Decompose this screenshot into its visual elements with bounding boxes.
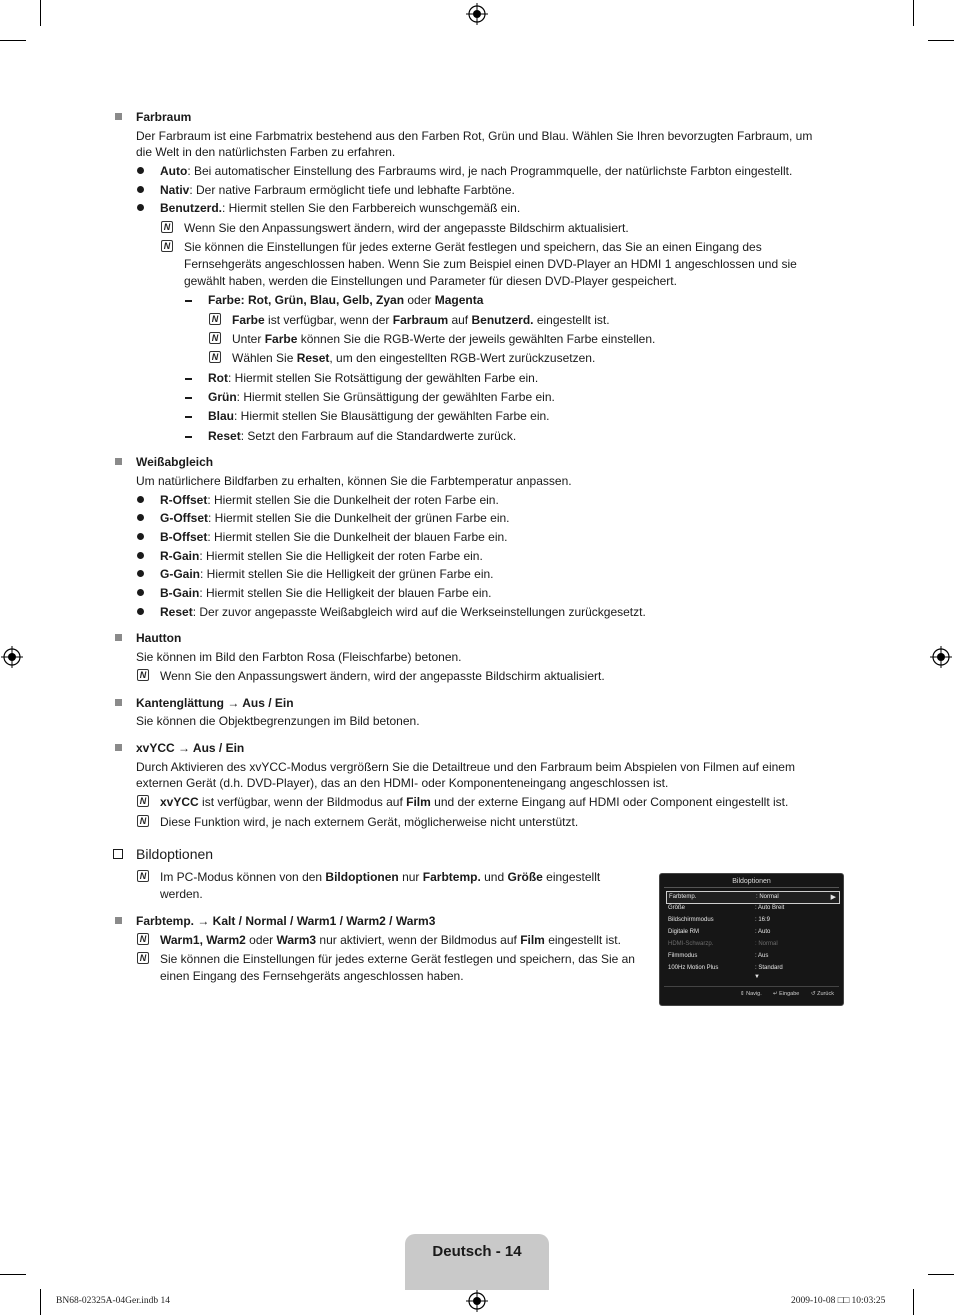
osd-row-key: 100Hz Motion Plus bbox=[668, 965, 719, 971]
osd-row-value: : Auto Breit bbox=[755, 905, 785, 911]
print-file-name: BN68-02325A-04Ger.indb 14 bbox=[56, 1296, 170, 1306]
osd-nav-label: Navig. bbox=[746, 991, 762, 997]
note-icon: N bbox=[161, 221, 173, 233]
reset-item: Reset: Setzt den Farbraum auf die Standardwerte zurück. bbox=[208, 429, 517, 443]
weissabgleich-item: G-Gain: Hiermit stellen Sie die Helligkeit der grünen Farbe ein. bbox=[160, 567, 494, 581]
registration-mark-icon bbox=[466, 1290, 488, 1312]
dash-icon bbox=[185, 378, 192, 380]
weissabgleich-item: G-Offset: Hiermit stellen Sie die Dunkelheit der grünen Farbe ein. bbox=[160, 511, 510, 525]
osd-menu-panel bbox=[659, 873, 844, 1006]
osd-row-key: Farbtemp. bbox=[669, 894, 697, 900]
section-square-icon bbox=[115, 699, 122, 706]
dash-icon bbox=[185, 416, 192, 418]
farbtemp-note: Sie können die Einstellungen für jedes externe Gerät festlegen und speichern, das Sie an bbox=[160, 952, 635, 966]
farbraum-note: Sie können die Einstellungen für jedes externe Gerät festlegen und speichern, das Sie an einen Eingang des bbox=[184, 240, 762, 254]
section-square-icon bbox=[115, 458, 122, 465]
hautton-text: Sie können im Bild den Farbton Rosa (Fleischfarbe) betonen. bbox=[136, 650, 462, 664]
note-icon: N bbox=[209, 332, 221, 344]
note-icon: N bbox=[209, 351, 221, 363]
farbraum-auto: Auto: Bei automatischer Einstellung des Farbraums wird, je nach Programmquelle, der natürlichste Farbton eingestellt. bbox=[160, 164, 793, 178]
crop-mark bbox=[40, 1289, 41, 1315]
farbraum-intro: die Welt in den natürlichsten Farben zu erfahren. bbox=[136, 145, 396, 159]
farbraum-benutzerd: Benutzerd.: Hiermit stellen Sie den Farbbereich wunschgemäß ein. bbox=[160, 201, 521, 215]
crop-mark bbox=[0, 40, 26, 41]
dash-icon bbox=[185, 300, 192, 302]
bullet-icon bbox=[137, 589, 144, 596]
osd-row-key: Filmmodus bbox=[668, 953, 698, 959]
hautton-note: Wenn Sie den Anpassungswert ändern, wird der angepasste Bildschirm aktualisiert. bbox=[160, 669, 605, 683]
osd-row-key: Größe bbox=[668, 905, 686, 911]
registration-mark-icon bbox=[466, 3, 488, 25]
osd-row-hdmi-schwarzp bbox=[666, 939, 838, 950]
osd-row-value: : 16:9 bbox=[755, 917, 771, 923]
up-down-icon: ⇕ bbox=[740, 991, 745, 997]
osd-row-value: : Aus bbox=[755, 953, 769, 959]
osd-row-key: Bildschirmmodus bbox=[668, 917, 714, 923]
section-square-icon bbox=[115, 113, 122, 120]
farbraum-note: gewählt haben, werden die Einstellungen und Parameter für diesen DVD-Player gespeichert. bbox=[184, 274, 677, 288]
bildoptionen-note: Im PC-Modus können von den Bildoptionen nur Farbtemp. und Größe eingestellt bbox=[160, 870, 601, 884]
bullet-icon bbox=[137, 496, 144, 503]
osd-row-value: : Normal bbox=[755, 941, 778, 947]
crop-mark bbox=[913, 0, 914, 26]
checkbox-square-icon bbox=[113, 849, 123, 859]
note-icon: N bbox=[137, 815, 149, 827]
section-square-icon bbox=[115, 634, 122, 641]
farbe-note: Unter Farbe können Sie die RGB-Werte der jeweils gewählten Farbe einstellen. bbox=[232, 332, 656, 346]
section-square-icon bbox=[115, 744, 122, 751]
page-number-label: Deutsch - 14 bbox=[432, 1243, 522, 1260]
xvycc-note: xvYCC ist verfügbar, wenn der Bildmodus auf Film und der externe Eingang auf HDMI oder Component eingestellt ist. bbox=[160, 795, 789, 809]
gruen-item: Grün: Hiermit stellen Sie Grünsättigung der gewählten Farbe ein. bbox=[208, 390, 555, 404]
weissabgleich-item: B-Offset: Hiermit stellen Sie die Dunkelheit der blauen Farbe ein. bbox=[160, 530, 508, 544]
weissabgleich-item: Reset: Der zuvor angepasste Weißabgleich wird auf die Werkseinstellungen zurückgesetzt. bbox=[160, 605, 646, 619]
farbraum-note: Wenn Sie den Anpassungswert ändern, wird der angepasste Bildschirm aktualisiert. bbox=[184, 221, 629, 235]
kanten-text: Sie können die Objektbegrenzungen im Bild betonen. bbox=[136, 714, 420, 728]
bullet-icon bbox=[137, 514, 144, 521]
osd-row-digitale-rm[interactable] bbox=[666, 927, 838, 938]
note-icon: N bbox=[137, 795, 149, 807]
osd-nav-hint bbox=[740, 990, 762, 998]
osd-enter-hint bbox=[773, 990, 799, 998]
xvycc-note: Diese Funktion wird, je nach externem Gerät, möglicherweise nicht unterstützt. bbox=[160, 815, 579, 829]
farbraum-intro: Der Farbraum ist eine Farbmatrix bestehend aus den Farben Rot, Grün und Blau. Wählen Sie Ihren bevorzugten Farbraum, um bbox=[136, 129, 813, 143]
return-icon: ↺ bbox=[811, 991, 816, 997]
kanten-heading: Kantenglättung → Aus / Ein bbox=[136, 696, 294, 710]
farbtemp-note: Warm1, Warm2 oder Warm3 nur aktiviert, wenn der Bildmodus auf Film eingestellt ist. bbox=[160, 933, 621, 947]
osd-row-value: : Auto bbox=[755, 929, 771, 935]
osd-row-groesse[interactable] bbox=[666, 903, 838, 914]
note-icon: N bbox=[137, 870, 149, 882]
osd-divider bbox=[664, 986, 839, 987]
farbtemp-note: einen Eingang des Fernsehgeräts angeschlossen haben. bbox=[160, 969, 464, 983]
xvycc-text: externen Gerät (d.h. DVD-Player), das an den HDMI- oder Komponenteneingang angeschlossen ist. bbox=[136, 776, 669, 790]
xvycc-text: Durch Aktivieren des xvYCC-Modus vergrößern Sie die Detailtreue und den Farbraum beim Abspielen von Filmen auf einem bbox=[136, 760, 795, 774]
enter-icon: ↵ bbox=[773, 991, 778, 997]
section-square-icon bbox=[115, 917, 122, 924]
arrow-right-icon: ▶ bbox=[830, 894, 836, 901]
osd-row-key: HDMI-Schwarzp. bbox=[668, 941, 714, 947]
bildoptionen-heading: Bildoptionen bbox=[136, 846, 214, 862]
bullet-icon bbox=[137, 204, 144, 211]
bullet-icon bbox=[137, 167, 144, 174]
xvycc-heading: xvYCC → Aus / Ein bbox=[136, 741, 245, 755]
rot-item: Rot: Hiermit stellen Sie Rotsättigung der gewählten Farbe ein. bbox=[208, 371, 539, 385]
osd-row-value: : Standard bbox=[755, 965, 783, 971]
osd-row-key: Digitale RM bbox=[668, 929, 700, 935]
blau-item: Blau: Hiermit stellen Sie Blausättigung der gewählten Farbe ein. bbox=[208, 409, 550, 423]
hautton-heading: Hautton bbox=[136, 631, 182, 645]
farbtemp-heading: Farbtemp. → Kalt / Normal / Warm1 / Warm2 / Warm3 bbox=[136, 914, 436, 928]
osd-title: Bildoptionen bbox=[732, 878, 771, 885]
crop-mark bbox=[40, 0, 41, 26]
note-icon: N bbox=[137, 933, 149, 945]
farbe-note: Farbe ist verfügbar, wenn der Farbraum auf Benutzerd. eingestellt ist. bbox=[232, 313, 610, 327]
crop-mark bbox=[928, 1274, 954, 1275]
crop-mark bbox=[913, 1289, 914, 1315]
note-icon: N bbox=[137, 952, 149, 964]
osd-back-label: Zurück bbox=[817, 991, 834, 997]
osd-enter-label: Eingabe bbox=[779, 991, 800, 997]
osd-back-hint bbox=[811, 990, 834, 998]
weissabgleich-item: R-Gain: Hiermit stellen Sie die Helligkeit der roten Farbe ein. bbox=[160, 549, 483, 563]
note-icon: N bbox=[209, 313, 221, 325]
osd-row-bildschirmmodus[interactable] bbox=[666, 915, 838, 926]
registration-mark-icon bbox=[1, 646, 23, 668]
crop-mark bbox=[0, 1274, 26, 1275]
farbraum-nativ: Nativ: Der native Farbraum ermöglicht tiefe und lebhafte Farbtöne. bbox=[160, 183, 515, 197]
note-icon: N bbox=[137, 669, 149, 681]
bullet-icon bbox=[137, 186, 144, 193]
osd-row-motion-plus[interactable] bbox=[666, 963, 838, 974]
scroll-down-icon[interactable]: ▼ bbox=[754, 974, 760, 980]
farbraum-note: Fernsehgeräts angeschlossen haben. Wenn Sie zum Beispiel einen DVD-Player an HDMI 1 angeschlossen und sie bbox=[184, 257, 797, 271]
osd-row-value: : Normal bbox=[756, 894, 779, 900]
weissabgleich-intro: Um natürlichere Bildfarben zu erhalten, können Sie die Farbtemperatur anpassen. bbox=[136, 474, 572, 488]
page-number-tab bbox=[405, 1234, 549, 1290]
bildoptionen-note: werden. bbox=[160, 887, 203, 901]
osd-row-filmmodus[interactable] bbox=[666, 951, 838, 962]
note-icon: N bbox=[161, 240, 173, 252]
weissabgleich-item: B-Gain: Hiermit stellen Sie die Helligkeit der blauen Farbe ein. bbox=[160, 586, 492, 600]
dash-icon bbox=[185, 397, 192, 399]
bullet-icon bbox=[137, 608, 144, 615]
crop-mark bbox=[928, 40, 954, 41]
farbe-item: Farbe: Rot, Grün, Blau, Gelb, Zyan oder Magenta bbox=[208, 293, 484, 307]
weissabgleich-heading: Weißabgleich bbox=[136, 455, 214, 469]
print-date-time: 2009-10-08 □□ 10:03:25 bbox=[791, 1296, 886, 1306]
bullet-icon bbox=[137, 552, 144, 559]
bullet-icon bbox=[137, 533, 144, 540]
registration-mark-icon bbox=[930, 646, 952, 668]
dash-icon bbox=[185, 436, 192, 438]
bullet-icon bbox=[137, 570, 144, 577]
weissabgleich-item: R-Offset: Hiermit stellen Sie die Dunkelheit der roten Farbe ein. bbox=[160, 493, 499, 507]
osd-divider bbox=[664, 887, 839, 888]
farbraum-heading: Farbraum bbox=[136, 110, 192, 124]
farbe-note: Wählen Sie Reset, um den eingestellten RGB-Wert zurückzusetzen. bbox=[232, 351, 596, 365]
